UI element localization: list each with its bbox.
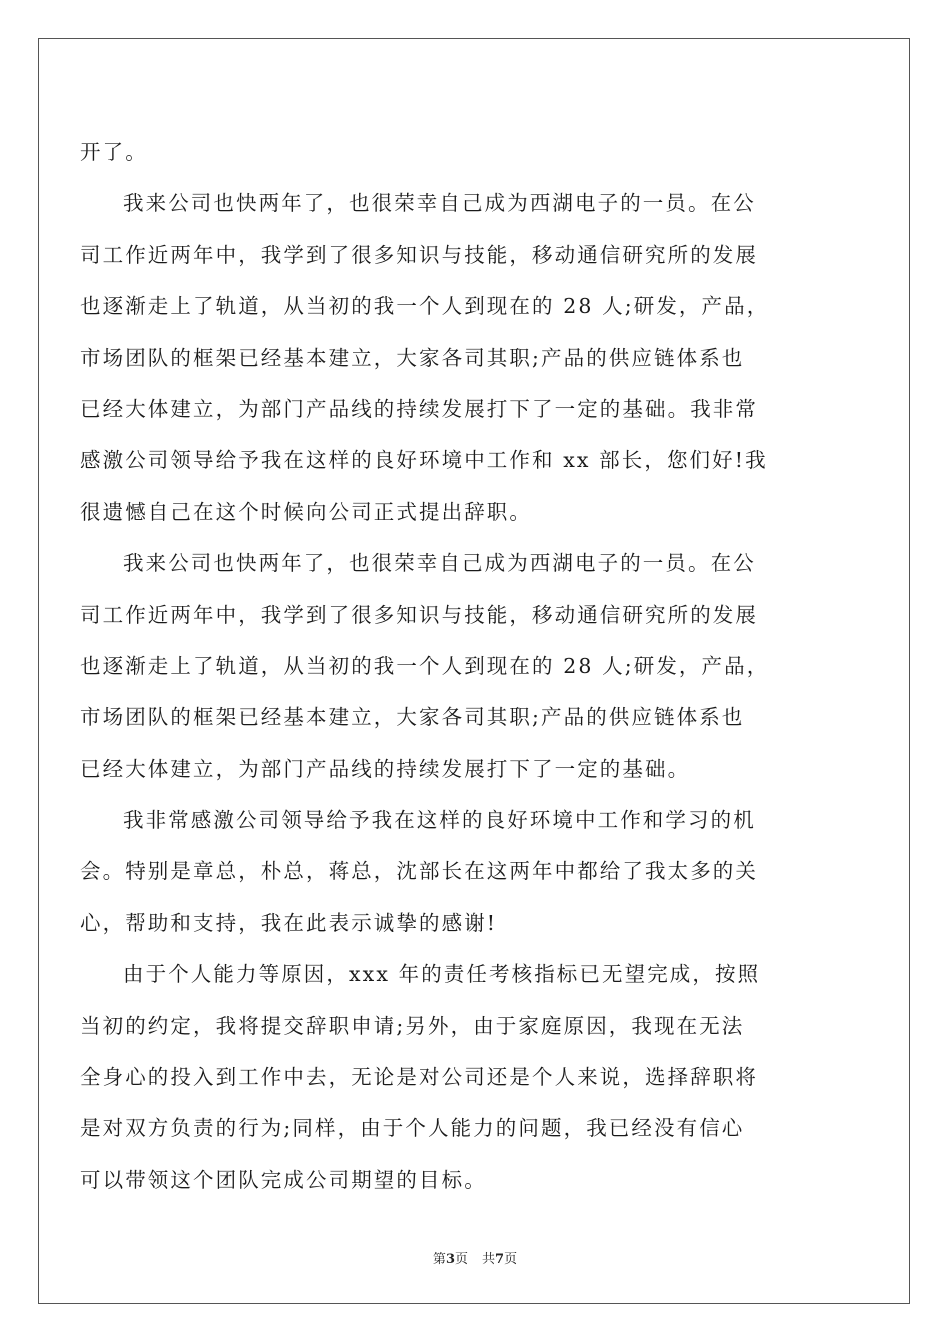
page-total-suffix: 页	[504, 1252, 518, 1267]
paragraph	[80, 178, 830, 538]
page-total-count: 7	[495, 1252, 505, 1267]
text-line: 全身心的投入到工作中去，无论是对公司还是个人来说，选择辞职将	[80, 1065, 758, 1090]
text-line: 也逐渐走上了轨道，从当初的我一个人到现在的 28 人;研发，产品，	[80, 294, 770, 319]
page-number-prefix: 第	[432, 1252, 446, 1267]
text-line: 也逐渐走上了轨道，从当初的我一个人到现在的 28 人;研发，产品，	[80, 653, 770, 678]
paragraph	[80, 127, 830, 178]
text-line: 我来公司也快两年了，也很荣幸自己成为西湖电子的一员。在公	[123, 551, 756, 576]
text-line: 司工作近两年中，我学到了很多知识与技能，移动通信研究所的发展	[80, 602, 758, 627]
text-line: 我非常感激公司领导给予我在这样的良好环境中工作和学习的机	[123, 808, 756, 833]
paragraph	[80, 795, 830, 949]
text-line: 司工作近两年中，我学到了很多知识与技能，移动通信研究所的发展	[80, 242, 758, 267]
text-line: 心，帮助和支持，我在此表示诚挚的感谢!	[80, 910, 498, 935]
text-line: 市场团队的框架已经基本建立，大家各司其职;产品的供应链体系也	[80, 705, 745, 730]
page-number-suffix: 页	[454, 1252, 468, 1267]
text-line: 我来公司也快两年了，也很荣幸自己成为西湖电子的一员。在公	[123, 191, 756, 216]
text-line: 市场团队的框架已经基本建立，大家各司其职;产品的供应链体系也	[80, 345, 745, 370]
text-line: 是对双方负责的行为;同样，由于个人能力的问题，我已经没有信心	[80, 1116, 745, 1141]
text-line: 可以带领这个团队完成公司期望的目标。	[80, 1167, 487, 1192]
text-line: 已经大体建立，为部门产品线的持续发展打下了一定的基础。	[80, 756, 691, 781]
text-line: 开了。	[80, 140, 148, 164]
text-line: 很遗憾自己在这个时候向公司正式提出辞职。	[80, 499, 532, 524]
page-number-current: 3	[445, 1252, 455, 1267]
text-line: 感激公司领导给予我在这样的良好环境中工作和 xx 部长，您们好!我	[80, 448, 768, 473]
page-footer	[0, 1248, 950, 1267]
text-line: 会。特别是章总，朴总，蒋总，沈部长在这两年中都给了我太多的关	[80, 859, 758, 884]
paragraph	[80, 538, 830, 795]
text-line: 当初的约定，我将提交辞职申请;另外，由于家庭原因，我现在无法	[80, 1013, 745, 1038]
page-total-prefix: 共	[482, 1252, 496, 1267]
paragraph	[80, 949, 830, 1206]
document-body	[80, 127, 830, 1206]
text-line: 由于个人能力等原因，xxx 年的责任考核指标已无望完成，按照	[123, 962, 761, 987]
text-line: 已经大体建立，为部门产品线的持续发展打下了一定的基础。我非常	[80, 396, 758, 421]
